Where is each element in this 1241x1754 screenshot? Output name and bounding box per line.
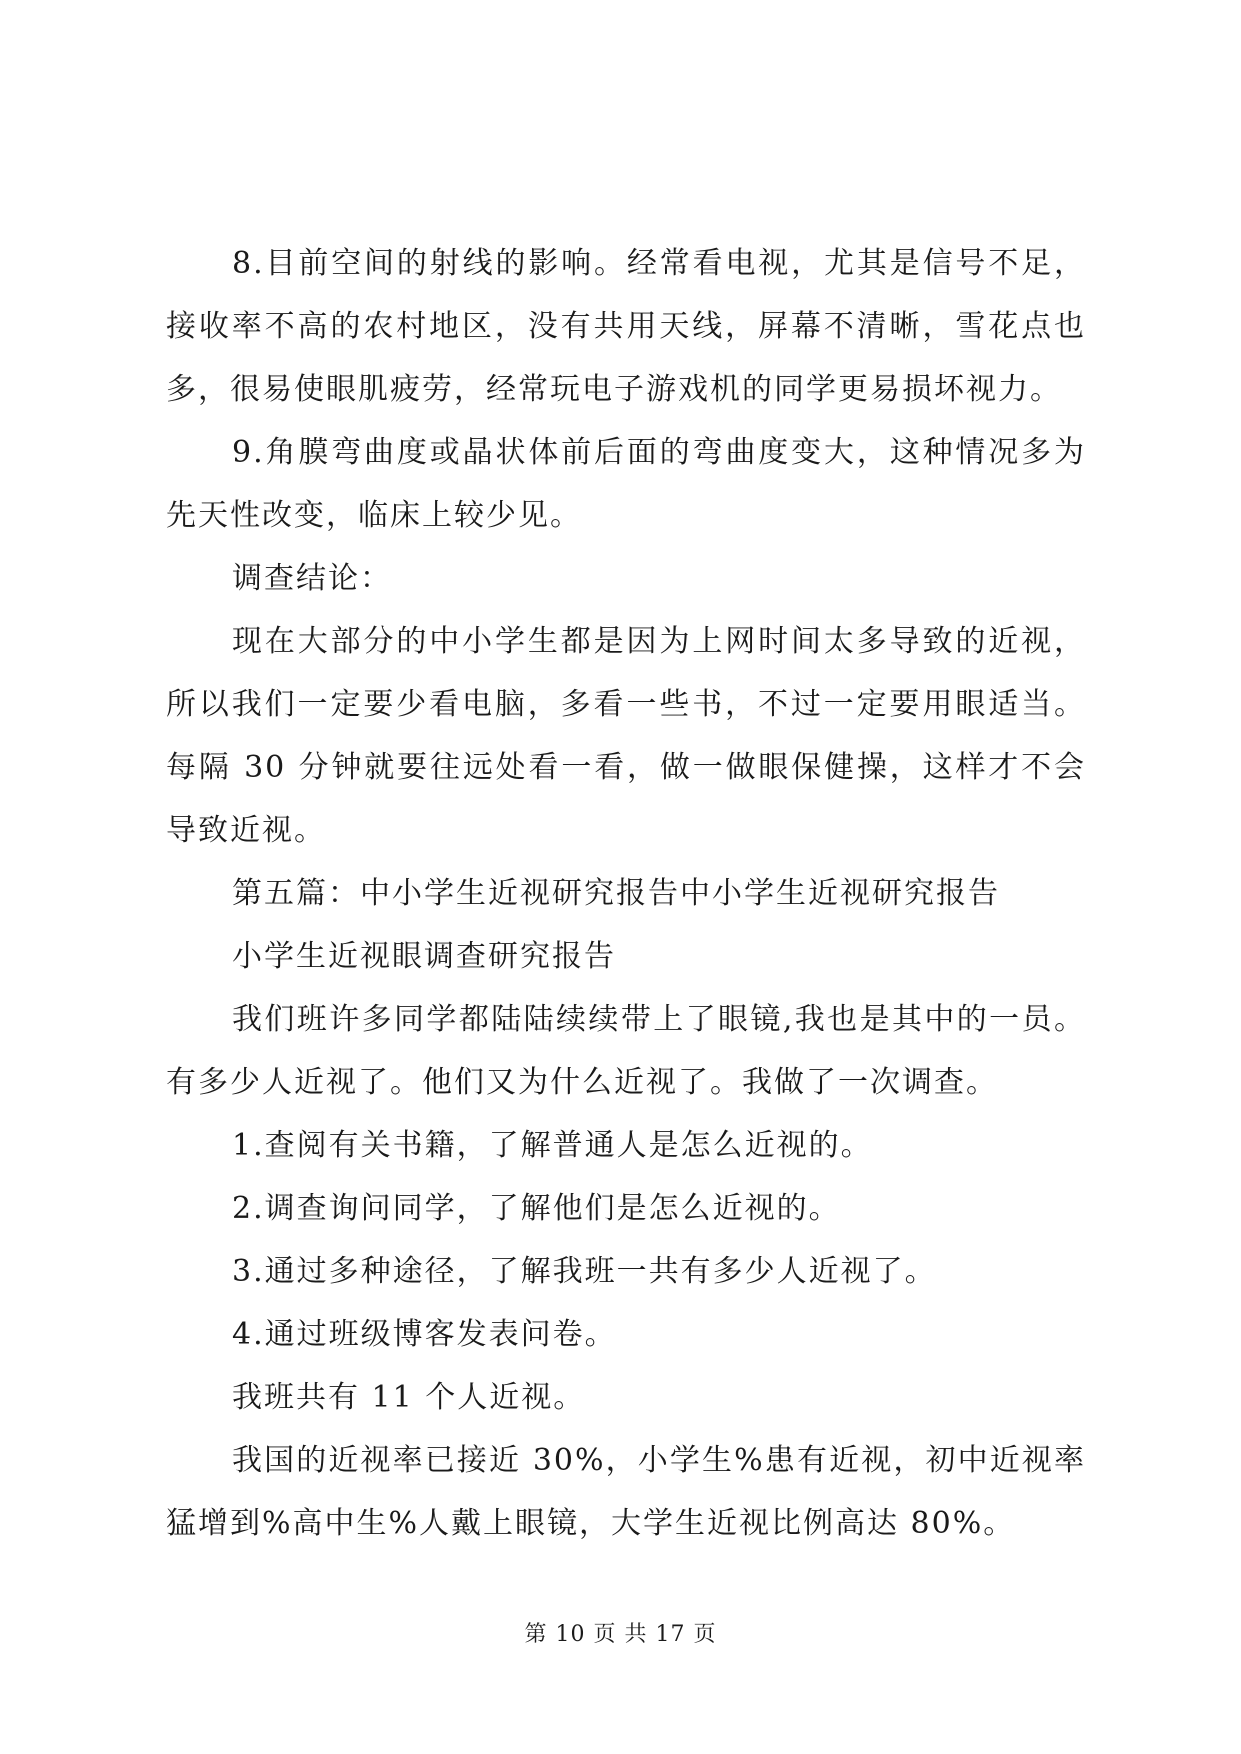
paragraph-step-1: 1.查阅有关书籍，了解普通人是怎么近视的。	[232, 1128, 873, 1163]
paragraph-conclusion: 现在大部分的中小学生都是因为上网时间太多导致的近视，所以我们一定要少看电脑，多看一些书，不过一定要用眼适当。每隔 30 分钟就要往远处看一看，做一做眼保健操，这样才不会导致近视。	[166, 624, 1086, 848]
paragraph-report-title: 小学生近视眼调查研究报告	[232, 939, 616, 974]
page-number-footer: 第 10 页 共 17 页	[524, 1622, 717, 1647]
paragraph-intro: 我们班许多同学都陆陆续续带上了眼镜,我也是其中的一员。有多少人近视了。他们又为什么近视了。我做了一次调查。	[166, 1002, 1086, 1100]
paragraph-class-count: 我班共有 11 个人近视。	[232, 1380, 586, 1415]
paragraph-cause-8: 8.目前空间的射线的影响。经常看电视，尤其是信号不足，接收率不高的农村地区，没有共用天线，屏幕不清晰，雪花点也多，很易使眼肌疲劳，经常玩电子游戏机的同学更易损坏视力。	[166, 246, 1086, 407]
document-body	[166, 232, 1086, 1555]
paragraph-step-2: 2.调查询问同学，了解他们是怎么近视的。	[232, 1191, 841, 1226]
paragraph-national-rate: 我国的近视率已接近 30%，小学生%患有近视，初中近视率猛增到%高中生%人戴上眼镜，大学生近视比例高达 80%。	[166, 1443, 1086, 1541]
paragraph-conclusion-heading: 调查结论：	[232, 561, 392, 596]
paragraph-step-3: 3.通过多种途径，了解我班一共有多少人近视了。	[232, 1254, 937, 1289]
paragraph-section-title: 第五篇：中小学生近视研究报告中小学生近视研究报告	[232, 876, 1000, 911]
paragraph-step-4: 4.通过班级博客发表问卷。	[232, 1317, 617, 1352]
paragraph-cause-9: 9.角膜弯曲度或晶状体前后面的弯曲度变大，这种情况多为先天性改变，临床上较少见。	[166, 435, 1086, 533]
